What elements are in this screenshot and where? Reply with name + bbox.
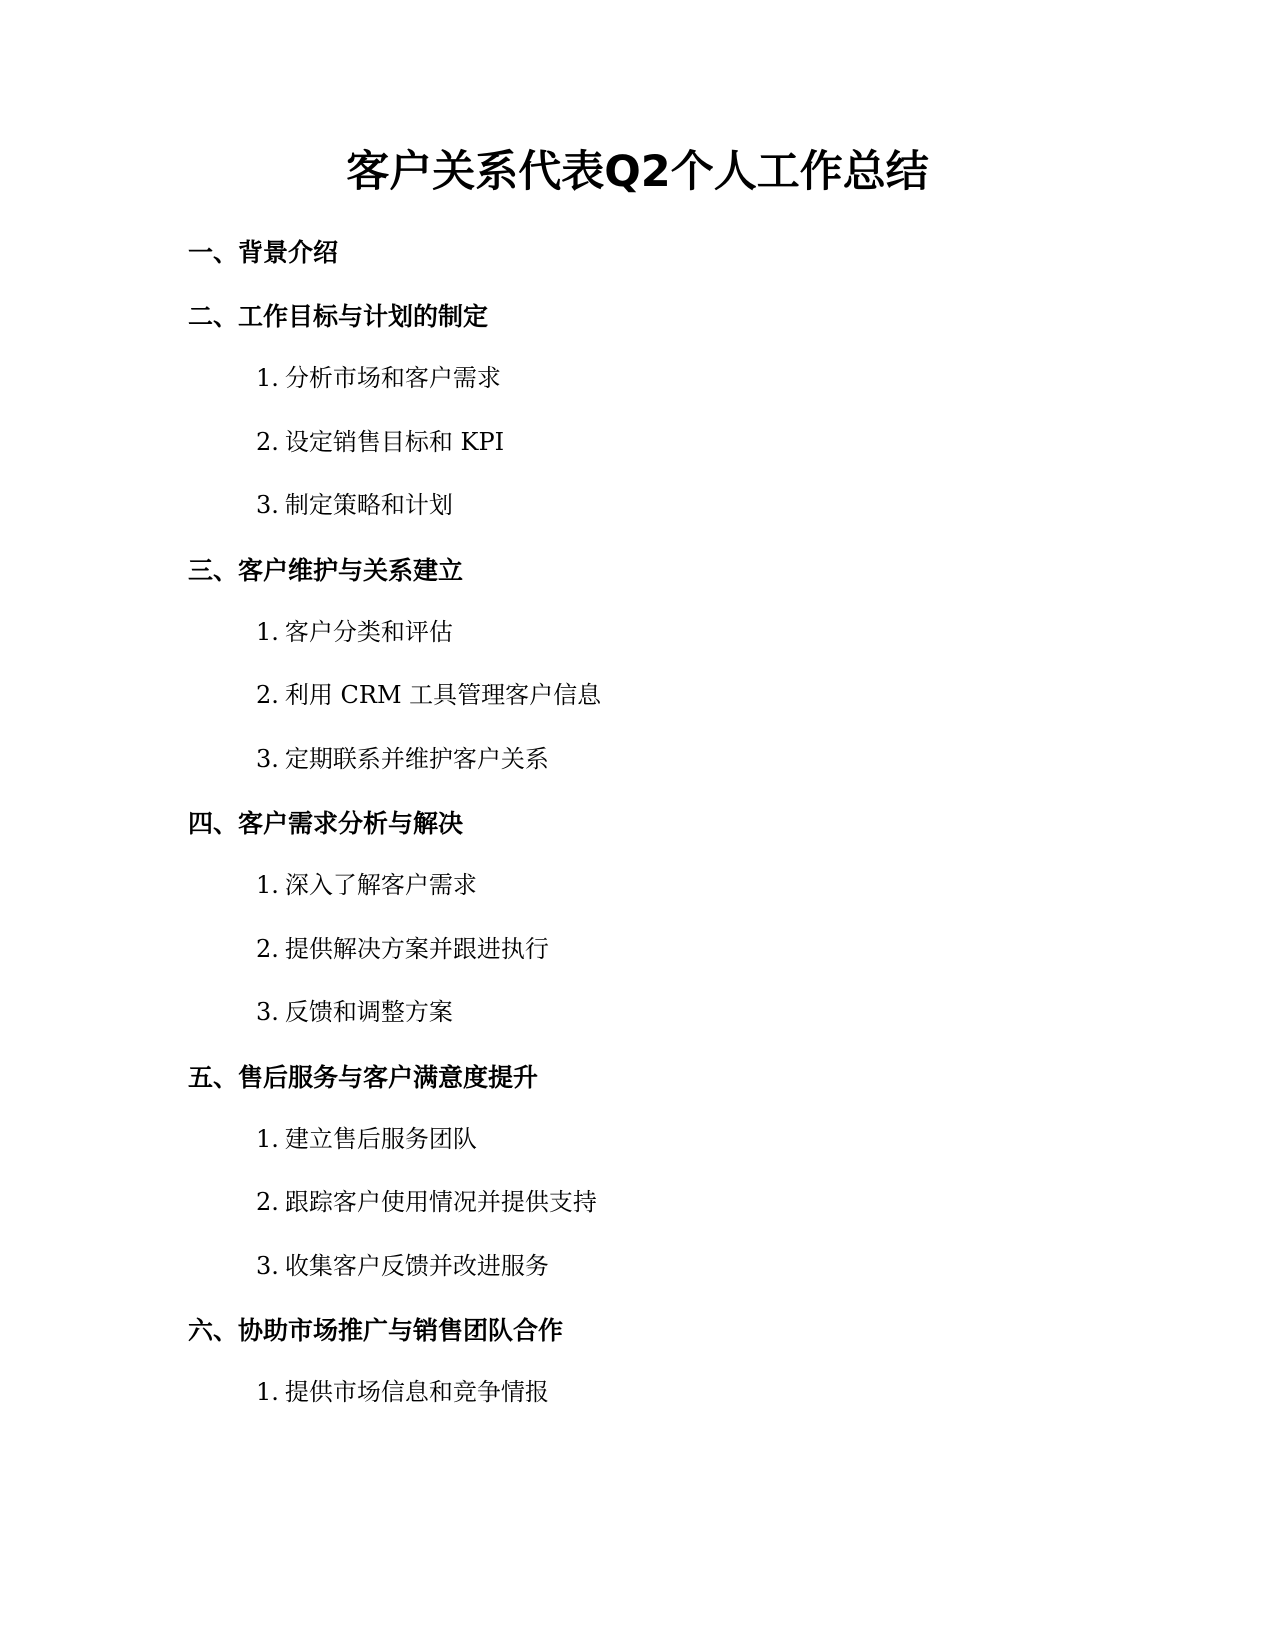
list-item bbox=[256, 1122, 477, 1156]
list-item-number: 2. bbox=[256, 428, 279, 456]
list-item-number: 3. bbox=[256, 745, 279, 773]
list-item-text: 反馈和调整方案 bbox=[284, 998, 453, 1026]
list-item-number: 1. bbox=[256, 1125, 279, 1153]
list-item bbox=[256, 742, 549, 776]
list-item-text: 定期联系并维护客户关系 bbox=[284, 745, 549, 773]
list-item-number: 1. bbox=[256, 364, 279, 392]
list-item-text: 客户分类和评估 bbox=[284, 618, 453, 646]
section-heading-marketing-collab: 六、协助市场推广与销售团队合作 bbox=[188, 1316, 564, 1345]
section-heading-customer-maintenance: 三、客户维护与关系建立 bbox=[188, 556, 464, 585]
list-item bbox=[256, 995, 453, 1029]
list-item-number: 3. bbox=[256, 998, 279, 1026]
list-item bbox=[256, 678, 601, 712]
list-item bbox=[256, 868, 477, 902]
list-item-text: 分析市场和客户需求 bbox=[284, 364, 501, 392]
list-item-text: 提供解决方案并跟进执行 bbox=[284, 935, 549, 963]
list-item-text: 建立售后服务团队 bbox=[284, 1125, 477, 1153]
list-item-text: 收集客户反馈并改进服务 bbox=[284, 1252, 549, 1280]
list-item-number: 1. bbox=[256, 1378, 279, 1406]
list-item-number: 3. bbox=[256, 1252, 279, 1280]
list-item bbox=[256, 615, 453, 649]
list-item bbox=[256, 361, 501, 395]
page-title: 客户关系代表Q2个人工作总结 bbox=[346, 147, 929, 197]
section-heading-needs-analysis: 四、客户需求分析与解决 bbox=[188, 809, 464, 838]
list-item bbox=[256, 1185, 597, 1219]
list-item-text: 利用 CRM 工具管理客户信息 bbox=[284, 681, 602, 709]
list-item-text: 跟踪客户使用情况并提供支持 bbox=[284, 1188, 597, 1216]
list-item-number: 1. bbox=[256, 618, 279, 646]
list-item-text: 设定销售目标和 KPI bbox=[284, 428, 505, 456]
list-item bbox=[256, 1375, 549, 1409]
list-item bbox=[256, 488, 453, 522]
list-item-number: 2. bbox=[256, 1188, 279, 1216]
list-item-number: 3. bbox=[256, 491, 279, 519]
list-item-text: 提供市场信息和竞争情报 bbox=[284, 1378, 549, 1406]
list-item-number: 2. bbox=[256, 681, 279, 709]
list-item-number: 2. bbox=[256, 935, 279, 963]
list-item-number: 1. bbox=[256, 871, 279, 899]
list-item-text: 制定策略和计划 bbox=[284, 491, 453, 519]
list-item bbox=[256, 1249, 549, 1283]
section-heading-after-sales: 五、售后服务与客户满意度提升 bbox=[188, 1063, 539, 1092]
list-item-text: 深入了解客户需求 bbox=[284, 871, 477, 899]
section-heading-goals-plans: 二、工作目标与计划的制定 bbox=[188, 302, 489, 331]
section-heading-background: 一、背景介绍 bbox=[188, 238, 339, 267]
list-item bbox=[256, 932, 549, 966]
list-item bbox=[256, 425, 504, 459]
